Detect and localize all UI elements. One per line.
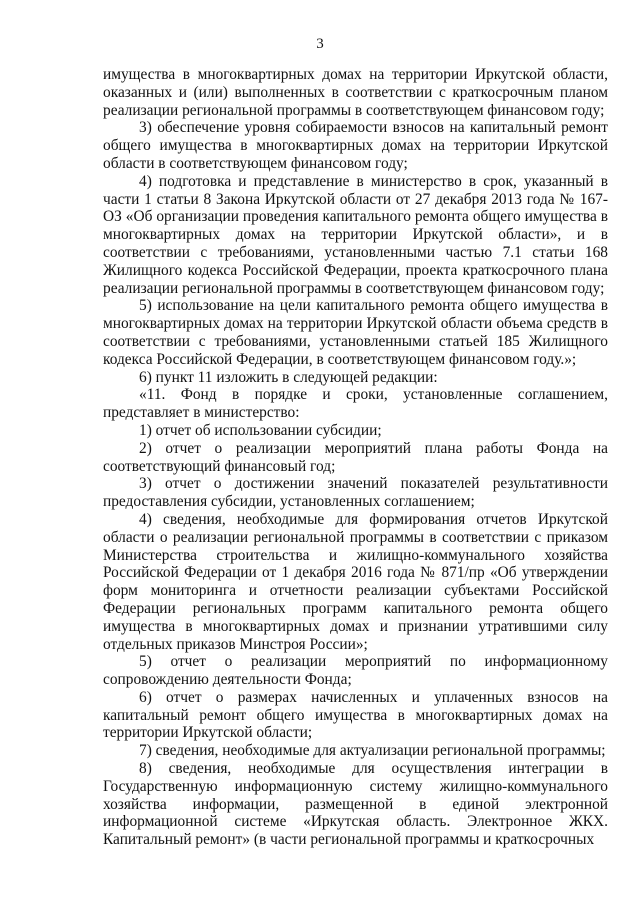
paragraph-report-5: 5) отчет о реализации мероприятий по информационному сопровождению деятельности Фонда;	[103, 653, 608, 689]
paragraph-report-7: 7) сведения, необходимые для актуализации региональной программы;	[139, 742, 606, 760]
paragraph-report-8: 8) сведения, необходимые для осуществления интеграции в Государственную информационную систему жилищно-коммунального хозяйства информации, размещенной в единой электронной информационной системе «Иркутская область. Электронное ЖКХ. Капитальный ремонт» (в части региональной программы и краткосрочных	[103, 760, 608, 849]
paragraph-report-3: 3) отчет о достижении значений показателей результативности предоставления субсидии, установленных соглашением;	[103, 475, 608, 511]
paragraph-clause-11: «11. Фонд в порядке и сроки, установленные соглашением, представляет в министерство:	[103, 386, 608, 422]
document-body	[103, 66, 608, 849]
paragraph-item-3: 3) обеспечение уровня собираемости взносов на капитальный ремонт общего имущества в многоквартирных домах на территории Иркутской области в соответствующем финансовом году;	[103, 119, 608, 172]
paragraph-amendment-6: 6) пункт 11 изложить в следующей редакции:	[139, 368, 438, 386]
paragraph-item-4: 4) подготовка и представление в министерство в срок, указанный в части 1 статьи 8 Закона Иркутской области от 27 декабря 2013 года № 167-ОЗ «Об организации проведения капитального ремонта общего имущества в многоквартирных домах на территории Иркутской области», и в соответствии с требованиями, установленными частью 7.1 статьи 168 Жилищного кодекса Российской Федерации, проекта краткосрочного плана реализации региональной программы в соответствующем финансовом году;	[103, 172, 608, 297]
paragraph-continuation: имущества в многоквартирных домах на территории Иркутской области, оказанных и (или) выполненных в соответствии с краткосрочным планом реализации региональной программы в соответствующем финансовом году;	[103, 66, 608, 119]
paragraph-report-1: 1) отчет об использовании субсидии;	[139, 421, 382, 439]
page-number: 3	[316, 36, 324, 52]
paragraph-report-4: 4) сведения, необходимые для формирования отчетов Иркутской области о реализации региональной программы в соответствии с приказом Министерства строительства и жилищно-коммунального хозяйства Российской Федерации от 1 декабря 2016 года № 871/пр «Об утверждении форм мониторинга и отчетности реализации субъектами Российской Федерации региональных программ капитального ремонта общего имущества в многоквартирных домах и признании утратившими силу отдельных приказов Минстроя России»;	[103, 510, 608, 653]
paragraph-report-2: 2) отчет о реализации мероприятий плана работы Фонда на соответствующий финансовый год;	[103, 439, 608, 475]
paragraph-report-6: 6) отчет о размерах начисленных и уплаченных взносов на капитальный ремонт общего имущества в многоквартирных домах на территории Иркутской области;	[103, 688, 608, 742]
paragraph-item-5: 5) использование на цели капитального ремонта общего имущества в многоквартирных домах на территории Иркутской области объема средств в соответствии с требованиями, установленными статьей 185 Жилищного кодекса Российской Федерации, в соответствующем финансовом году.»;	[103, 297, 608, 368]
